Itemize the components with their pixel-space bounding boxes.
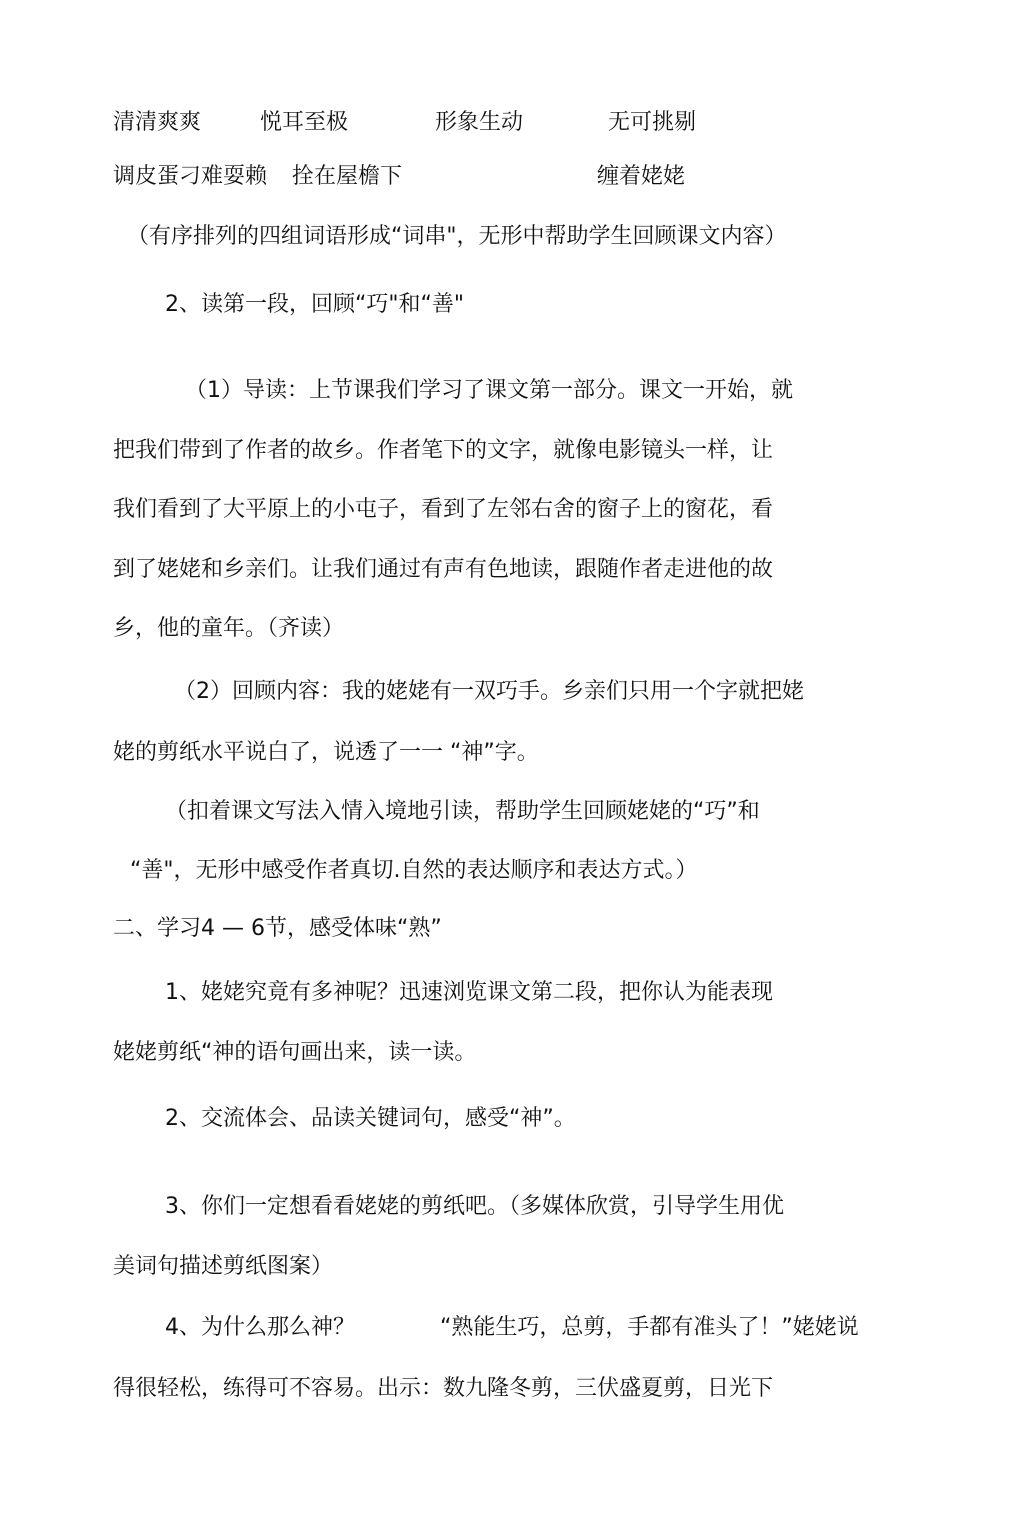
section-2-heading: 二、学习4 — 6节，感受体味“熟”: [113, 916, 442, 941]
guide-line-2: 把我们带到了作者的故乡。作者笔下的文字，就像电影镜头一样，让: [113, 438, 774, 463]
teaching-note-ciwuchuan: （有序排列的四组词语形成“词串"，无形中帮助学生回顾课文内容）: [127, 224, 787, 249]
step2-heading: 2、读第一段，回顾“巧"和“善": [165, 292, 465, 317]
step3-line-1: 3、你们一定想看看姥姥的剪纸吧。（多媒体欣赏，引导学生用优: [165, 1194, 784, 1219]
word-yueerzhiji: 悦耳至极: [260, 110, 349, 135]
word-xingxiangshengdong: 形象生动: [435, 110, 524, 135]
review-line-2: 姥的剪纸水平说白了，说透了一一 “神”字。: [113, 740, 539, 765]
step4-line-1-question: 4、为什么那么神？: [165, 1315, 355, 1340]
word-wuketiaoti: 无可挑剔: [608, 110, 697, 135]
step4-line-2: 得很轻松，练得可不容易。出示：数九隆冬剪，三伏盛夏剪，日光下: [113, 1376, 774, 1401]
guide-line-4: 到了姥姥和乡亲们。让我们通过有声有色地读，跟随作者走进他的故: [113, 557, 774, 582]
review-line-1: （2）回顾内容：我的姥姥有一双巧手。乡亲们只用一个字就把姥: [174, 679, 804, 704]
step1-line-1: 1、姥姥究竟有多神呢？迅速浏览课文第二段，把你认为能表现: [165, 980, 773, 1005]
teaching-note-2-line-2: “善"，无形中感受作者真切.自然的表达顺序和表达方式。）: [130, 858, 698, 883]
step4-line-1-quote: “熟能生巧，总剪，手都有准头了！”姥姥说: [440, 1315, 859, 1340]
step2-line: 2、交流体会、品读关键词句，感受“神”。: [165, 1106, 576, 1131]
guide-line-1: （1）导读：上节课我们学习了课文第一部分。课文一开始，就: [185, 378, 793, 403]
word-qingqingshuangshuang: 清清爽爽: [113, 110, 202, 135]
word-shuanzaiwuyanxia: 拴在屋檐下: [292, 164, 403, 189]
word-chanzhelaolao: 缠着姥姥: [597, 164, 686, 189]
guide-line-5: 乡，他的童年。（齐读）: [113, 616, 345, 641]
step3-line-2: 美词句描述剪纸图案）: [113, 1254, 334, 1279]
guide-line-3: 我们看到了大平原上的小屯子，看到了左邻右舍的窗子上的窗花，看: [113, 497, 774, 522]
teaching-note-2-line-1: （扣着课文写法入情入境地引读，帮助学生回顾姥姥的“巧”和: [165, 799, 760, 824]
word-tiaopidan: 调皮蛋刁难耍赖: [113, 164, 268, 189]
step1-line-2: 姥姥剪纸“神的语句画出来，读一读。: [113, 1040, 477, 1065]
